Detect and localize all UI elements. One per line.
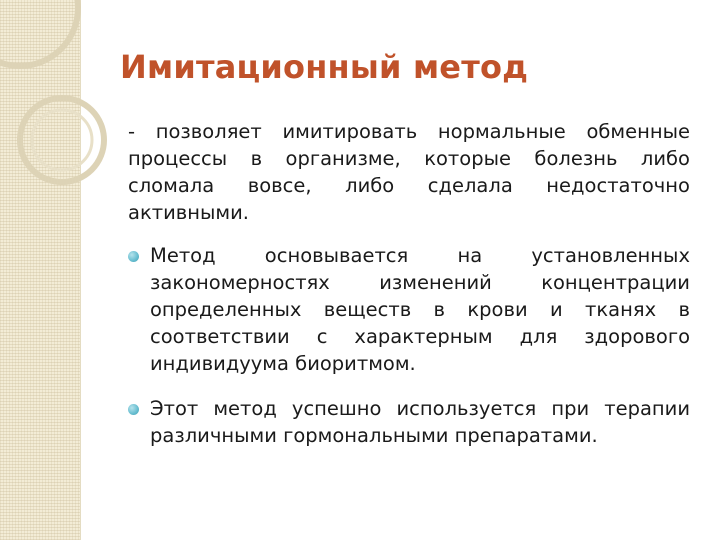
intro-paragraph: - позволяет имитировать нормальные обменные процессы в организме, которые болезнь либо сломала вовсе, либо сделала недостаточно активными.	[128, 120, 690, 224]
bullet-item	[128, 395, 690, 449]
bullet-list	[128, 242, 690, 449]
bullet-item	[128, 242, 690, 377]
slide-title: Имитационный метод	[120, 48, 529, 86]
bullet-icon	[128, 251, 139, 262]
bullet-text: Метод основывается на установленных закономерностях изменений концентрации определенных веществ в крови и тканях в соответствии с характерным для здорового индивидуума биоритмом.	[150, 244, 690, 375]
decorative-circles-icon	[0, 0, 130, 260]
slide-body	[128, 118, 690, 467]
bullet-text: Этот метод успешно используется при терапии различными гормональными препаратами.	[150, 397, 690, 447]
bullet-icon	[128, 404, 139, 415]
